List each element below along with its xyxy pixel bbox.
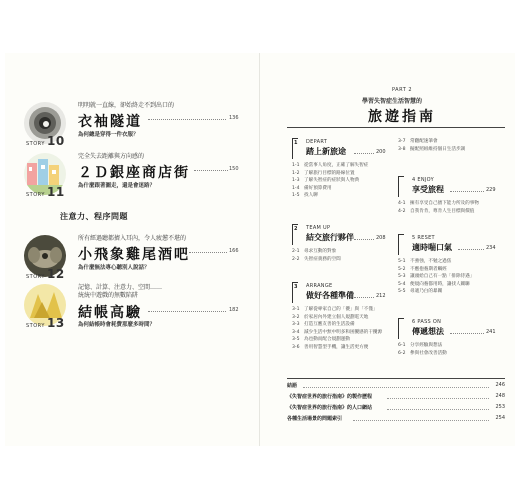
leader-dots [450,333,484,334]
chapter-number: 3 [294,284,298,290]
leader-dots [354,153,374,154]
chapter-title: 享受旅程 [412,185,444,194]
part-subtitle: 學習失智症生活智慧的 [361,98,422,105]
toc-label: 《失智症世界的旅行指南》的人口網站 [287,405,373,411]
list-item: 3-3 打造互應友善的生活設備 [292,322,355,327]
toc-page: 253 [495,404,505,410]
chapter-english: 5 RESET [412,235,435,241]
leader-dots [303,387,489,388]
list-item: 1-2 了解旅行目標的路線位置 [292,170,355,176]
story-page: 136 [229,115,239,121]
toc-page: 254 [495,415,505,421]
list-item: 6-1 分享經驗與想法 [398,343,443,348]
story-tag: STORY 12 [26,267,65,281]
chapter-title: 適時喘口氣 [412,243,452,252]
story-tag: STORY 13 [26,316,65,330]
story-subtitle: 所有經過聽都擠入耳內，令人疲憊不堪的 [78,235,187,242]
list-item: 3-1 了解從專家自己的「優」與「不僅」 [292,307,378,312]
leader-dots [353,420,489,421]
list-item: 5-5 尋適乃白的暴關 [398,289,443,294]
chapter-english: TEAM UP [306,225,331,231]
list-item: 4-1 擁有享受自己擅下能力所及的事物 [398,201,479,206]
toc-entry-index [287,415,505,424]
story-question: 為何結帳時會耗費那麼多時間？ [78,322,156,328]
chapter-page: 241 [486,329,496,335]
chapter-english: DEPART [306,139,328,145]
list-item: 2-1 尋求互動的對象 [292,249,337,254]
chapter-page: 229 [486,187,496,193]
chapter-title: 傳遞想法 [412,327,444,336]
chapter-title: 踏上新旅途 [306,147,346,156]
chapter-number: 1 [294,140,298,146]
story-page: 166 [229,248,239,254]
story-question: 為什麼無法專心聽別人說話？ [78,265,150,271]
story-title: 結帳高驗 [78,305,142,321]
divider-line [287,127,505,128]
leader-dots [387,409,489,410]
page-gutter [259,53,260,446]
list-item: 3-6 善用智慧型手機，讓生活更方便 [292,344,369,350]
toc-label: 結語 [287,383,298,389]
chapter-bracket [398,318,404,339]
list-item: 6-2 參與社會改善活動 [398,350,447,356]
chapter-items [292,248,387,263]
story-subtitle: 記憶、計算、注意力、空間…… 統統中遊戲的無數陷阱 [78,284,163,299]
story-question: 為何總是穿得一件衣服？ [78,132,139,138]
leader-dots [387,398,489,399]
chapter-page: 212 [376,293,386,299]
story-title: ２Ｄ銀座商店街 [78,165,190,181]
leader-dots [148,311,226,312]
toc-page: 246 [495,382,505,388]
list-item: 5-1 不強強，不勉之過焦 [398,259,452,264]
chapter-title: 做好各種準備 [306,291,354,300]
chapter-page: 208 [376,235,386,241]
story-question: 為什麼跟著圖走，還是會迷路？ [78,183,156,189]
toc-entry-afterword [287,382,505,391]
list-item: 3-7 常翻配速筆會 [398,139,438,144]
chapter-english: 4 ENJOY [412,177,434,183]
list-item: 3-8 擬配照組維持個日生活步調 [398,146,466,152]
list-item: 3-5 為也動而配合規劃運動 [292,337,350,342]
part-label: PART 2 [391,87,413,93]
section-heading: 注意力、程序問題 [60,212,128,221]
toc-page: 248 [495,393,505,399]
list-item: 1-5 找人聊 [292,193,318,198]
list-item: 5-3 讓頭給自己有一點「排除待遇」 [398,274,475,279]
story-title: 衣袖隧道 [78,114,142,130]
toc-label: 各種生活場景的問題索引 [287,416,343,422]
story-entry-13 [24,284,244,344]
chapter-bracket [398,234,404,255]
leader-dots [450,191,484,192]
story-entry-11 [24,153,244,213]
list-item: 5-2 不應抱養期者觸經 [398,266,447,272]
chapter-number: 2 [294,226,298,232]
toc-entry-website [287,404,505,413]
leader-dots [148,119,226,120]
list-item: 2-2 失智症義務的空間 [292,256,341,262]
chapter-english: ARRANGE [306,283,333,289]
list-item: 1-3 了解失智症的症狀與人物典 [292,178,360,183]
chapter-items [398,138,493,153]
part-title: 旅遊指南 [368,109,436,125]
list-item: 3-4 減少生活中無中明多和困擾感的干擾源 [292,329,383,335]
story-title: 小飛象雞尾酒吧 [78,247,190,263]
list-item: 4-2 自我肯肯，尊肯人生目標與價值 [398,208,475,214]
chapter-page: 200 [376,149,386,155]
chapter-page: 234 [486,245,496,251]
list-item: 1-4 備好預算費用 [292,185,332,191]
story-subtitle: 明明就一直線，卻始終走不到出口的 [78,102,175,109]
chapter-items [398,258,493,296]
story-tag: STORY 10 [26,134,65,148]
leader-dots [194,170,228,171]
story-tag: STORY 11 [26,185,65,199]
list-item: 3-2 於家居內外建立個人規劃電天地 [292,314,369,320]
chapter-items [292,162,387,200]
leader-dots [458,249,484,250]
chapter-items [398,200,493,215]
chapter-bracket [398,176,404,197]
leader-dots [189,252,227,253]
story-subtitle: 完全失去距離與方向感的 [78,153,145,160]
list-item: 1-1 從當事人角度，正確了解失智症 [292,163,369,168]
story-page: 150 [229,166,239,172]
chapter-title: 結交旅行夥伴 [306,233,354,242]
toc-label: 《失智症世界的旅行指南》的製作歷程 [287,394,373,400]
list-item: 5-4 便規向養都用時，讓找人關聯 [398,281,470,287]
chapter-items [292,306,387,351]
chapter-english: 6 PASS ON [412,319,442,325]
leader-dots [354,239,374,240]
story-page: 182 [229,307,239,313]
divider-line [287,378,505,379]
toc-entry-making-of [287,393,505,402]
chapter-items [398,342,493,357]
leader-dots [354,297,374,298]
